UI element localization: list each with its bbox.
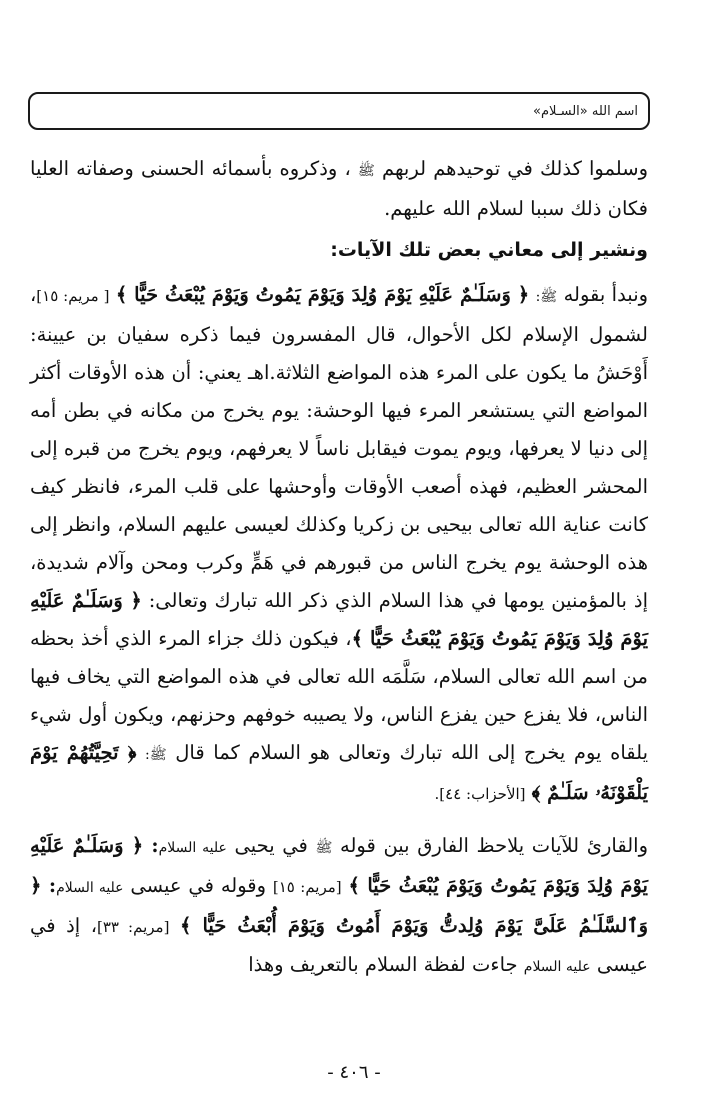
quran-verse: ﴿ وَسَلَـٰمٌ عَلَيْهِ يَوْمَ وُلِدَ وَيَوْمَ يَمُوتُ وَيَوْمَ يُبْعَثُ حَيًّا ﴾ (30, 589, 648, 650)
salutation-glyph: ﷺ (315, 840, 333, 856)
para2-lead: والقارئ للآيات يلاحظ الفارق بين قوله (340, 834, 648, 857)
intro-text-1: وسلموا كذلك في توحيدهم لربهم (381, 157, 648, 180)
section-heading: ونشير إلى معاني بعض تلك الآيات: (330, 239, 648, 261)
salutation-glyph: ﷺ: (535, 289, 558, 305)
para2-mid-1: في يحيى (234, 834, 308, 857)
alayhi-salam-glyph: عليه السلام (56, 880, 124, 896)
verse-citation: [الأحزاب: ٤٤]. (434, 785, 526, 803)
para1-body-2: ، فيكون ذلك جزاء المرء الذي أخذ بحظه من اسم الله تعالى السلام، سَلَّمَه الله تعالى في هذه المواضع التي يخاف فيها الناس، فلا يفزع حين يفزع الناس، ولا يصيبه خوفهم وحزنهم، ويكون أول شيء يلقاه يوم يخرج إلى الله تبارك وتعالى هو السلام كما قال (30, 627, 649, 764)
intro-text-2: ، وذكروه بأسمائه الحسنى وصفاته العليا فكان ذلك سببا لسلام الله عليهم. (30, 157, 648, 220)
para1-body: ، لشمول الإسلام لكل الأحوال، قال المفسرون فيما ذكره سفيان بن عيينة: أَوْحَشُ ما يكون على المرء هذه المواضع الثلاثة.اهـ يعني: أن هذه الأوقات أكثر المواضع التي يستشعر المرء فيها الوحشة: يوم يخرج من مكانه في بطن أمه إلى دنيا لا يعرفها، ويوم يموت فيقابل ناساً لا يعرفهم، ويوم يخرج من قبره إلى المحشر العظيم، فهذه أصعب الأوقات وأوحشها على قلب المرء، فانظر كيف كانت عناية الله تعالى بيحيى بن زكريا وكذلك لعيسى عليهم السلام، وانظر إلى هذه الوحشة يوم يخرج الناس من قبورهم في هَمٍّ وكرب ومحن وآلام شديدة، إذ بالمؤمنين يومها في هذا السلام الذي ذكر الله تبارك وتعالى: (30, 283, 648, 612)
page-body (30, 150, 648, 986)
verse-citation: [مريم: ١٥] (272, 878, 342, 896)
para2-end-1: ، إذ في عيسى (30, 914, 648, 976)
salutation-glyph: ﷺ: (145, 747, 167, 763)
intro-paragraph (30, 150, 648, 228)
paragraph-1 (30, 276, 648, 813)
paragraph-gap (30, 813, 648, 827)
para2-end-2: جاءت لفظة السلام بالتعريف وهذا (248, 953, 518, 976)
quran-verse: : ﴿ وَسَلَـٰمٌ عَلَيْهِ يَوْمَ وُلِدَ وَيَوْمَ يَمُوتُ وَيَوْمَ يُبْعَثُ حَيًّا ﴾ (30, 834, 648, 897)
quran-verse: ﴿ وَسَلَـٰمٌ عَلَيْهِ يَوْمَ وُلِدَ وَيَوْمَ يَمُوتُ وَيَوْمَ يُبْعَثُ حَيًّا ﴾ (115, 283, 530, 306)
paragraph-2 (30, 827, 648, 986)
running-header (28, 92, 650, 130)
quran-verse: : ﴿ وَٱلسَّلَـٰمُ عَلَىَّ يَوْمَ وُلِدتُّ وَيَوْمَ أَمُوتُ وَيَوْمَ أُبْعَثُ حَيًّا ﴾ (30, 874, 648, 937)
page-number: - ٤٠٦ - (327, 1062, 381, 1083)
alayhi-salam-glyph: عليه السلام (158, 840, 227, 856)
para2-mid-2: وقوله في عيسى (130, 874, 267, 897)
para1-lead: ونبدأ بقوله (563, 283, 649, 306)
quran-verse: ﴿ تَحِيَّتُهُمْ يَوْمَ يَلْقَوْنَهُۥ سَلَـٰمٌ ﴾ (30, 741, 648, 804)
verse-citation: [ مريم: ١٥] (36, 287, 110, 305)
salutation-glyph: ﷺ (357, 163, 375, 179)
verse-citation: [مريم: ٣٣] (96, 918, 170, 936)
header-title: اسم الله «السـلام» (533, 103, 638, 119)
alayhi-salam-glyph: عليه السلام (523, 959, 591, 975)
